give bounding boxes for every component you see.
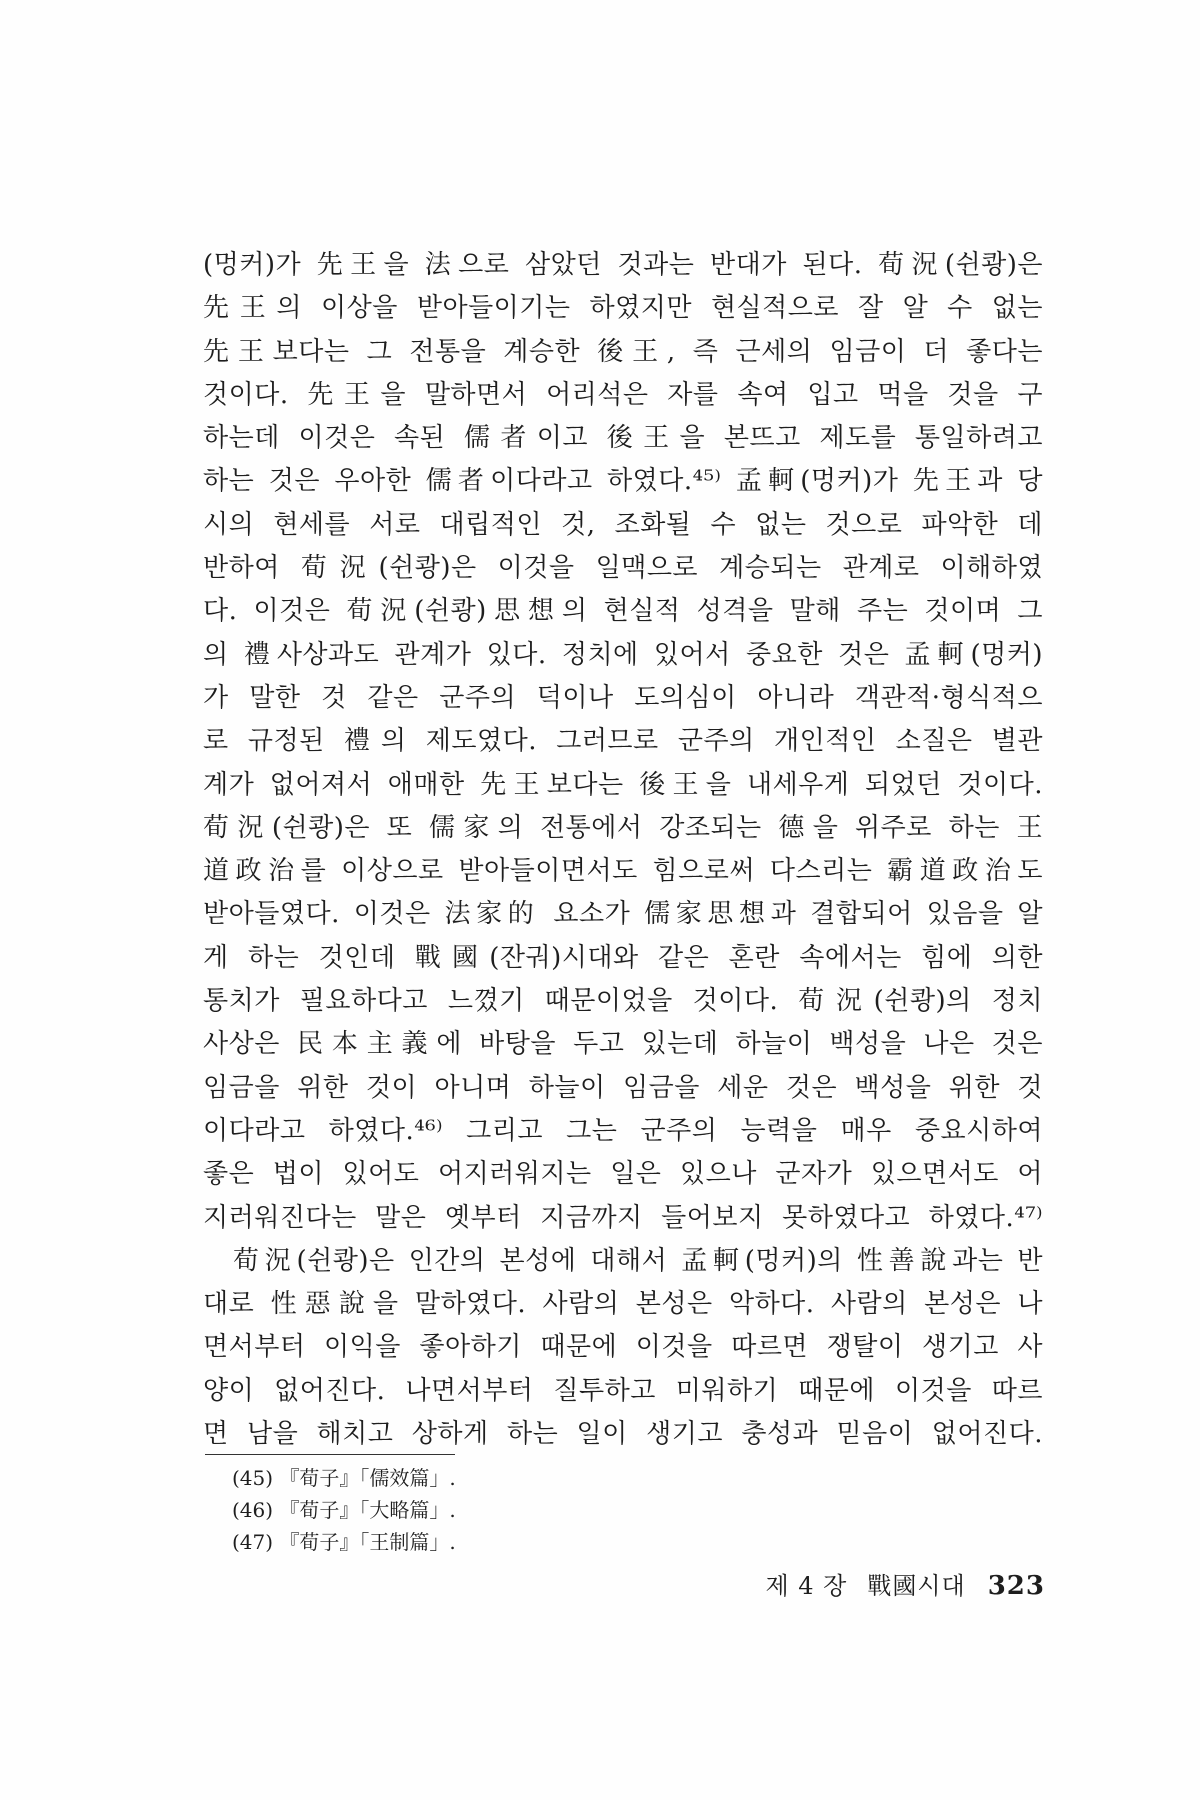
body-line: 하는데 이것은 속된 儒者이고 後王을 본뜨고 제도를 통일하려고	[203, 423, 1043, 454]
body-line: 좋은 법이 있어도 어지러워지는 일은 있으나 군자가 있으면서도 어	[203, 1159, 1043, 1190]
body-line: 지러워진다는 말은 옛부터 지금까지 들어보지 못하였다고 하였다.⁴⁷⁾	[203, 1202, 1043, 1233]
body-line: 荀況(쉰쾅)은 인간의 본성에 대해서 孟軻(멍커)의 性善說과는 반	[233, 1245, 1043, 1276]
footnote: (46) 『荀子』「大略篇」.	[232, 1498, 456, 1522]
body-line: 임금을 위한 것이 아니며 하늘이 임금을 세운 것은 백성을 위한 것	[203, 1072, 1043, 1103]
body-line: 반하여 荀況(쉰쾅)은 이것을 일맥으로 계승되는 관계로 이해하였	[203, 553, 1043, 584]
running-footer	[765, 1566, 1045, 1601]
body-line: 양이 없어진다. 나면서부터 질투하고 미워하기 때문에 이것을 따르	[203, 1375, 1043, 1406]
page-number: 323	[987, 1571, 1045, 1601]
body-line: 의 禮사상과도 관계가 있다. 정치에 있어서 중요한 것은 孟軻(멍커)	[203, 639, 1043, 670]
footnote-divider	[205, 1454, 455, 1455]
body-line: 로 규정된 禮의 제도였다. 그러므로 군주의 개인적인 소질은 별관	[203, 726, 1043, 757]
footnote: (47) 『荀子』「王制篇」.	[232, 1530, 456, 1554]
body-line: 道政治를 이상으로 받아들이면서도 힘으로써 다스리는 霸道政治도	[203, 856, 1043, 887]
body-line: 先王보다는 그 전통을 계승한 後王, 즉 근세의 임금이 더 좋다는	[203, 336, 1043, 367]
body-line: 다. 이것은 荀況(쉰쾅)思想의 현실적 성격을 말해 주는 것이며 그	[203, 596, 1043, 627]
body-line: 대로 性惡說을 말하였다. 사람의 본성은 악하다. 사람의 본성은 나	[203, 1289, 1043, 1320]
body-line: (멍커)가 先王을 法으로 삼았던 것과는 반대가 된다. 荀況(쉰쾅)은	[203, 250, 1043, 280]
body-line: 사상은 民本主義에 바탕을 두고 있는데 하늘이 백성을 나은 것은	[203, 1029, 1043, 1060]
body-line: 면 남을 해치고 상하게 하는 일이 생기고 충성과 믿음이 없어진다.	[203, 1419, 1043, 1450]
body-line: 이다라고 하였다.⁴⁶⁾ 그리고 그는 군주의 능력을 매우 중요시하여	[203, 1115, 1043, 1146]
body-line: 게 하는 것인데 戰國(잔궈)시대와 같은 혼란 속에서는 힘에 의한	[203, 942, 1043, 973]
body-line: 받아들였다. 이것은 法家的 요소가 儒家思想과 결합되어 있음을 알	[203, 899, 1043, 930]
body-line: 것이다. 先王을 말하면서 어리석은 자를 속여 입고 먹을 것을 구	[203, 379, 1043, 410]
body-line: 가 말한 것 같은 군주의 덕이나 도의심이 아니라 객관적·형식적으	[203, 682, 1043, 713]
footer-section: 戰國시대	[867, 1572, 966, 1600]
footer-chapter: 제 4 장	[765, 1572, 848, 1600]
body-line: 면서부터 이익을 좋아하기 때문에 이것을 따르면 쟁탈이 생기고 사	[203, 1332, 1043, 1363]
body-line: 하는 것은 우아한 儒者이다라고 하였다.⁴⁵⁾ 孟軻(멍커)가 先王과 당	[203, 466, 1043, 497]
body-line: 계가 없어져서 애매한 先王보다는 後王을 내세우게 되었던 것이다.	[203, 769, 1043, 800]
body-line: 시의 현세를 서로 대립적인 것, 조화될 수 없는 것으로 파악한 데	[203, 509, 1043, 540]
footnotes	[232, 1462, 832, 1558]
body-line: 통치가 필요하다고 느꼈기 때문이었을 것이다. 荀況(쉰쾅)의 정치	[203, 986, 1043, 1017]
body-line: 荀況(쉰쾅)은 또 儒家의 전통에서 강조되는 德을 위주로 하는 王	[203, 812, 1043, 843]
body-text	[203, 244, 1043, 1456]
body-line: 先王의 이상을 받아들이기는 하였지만 현실적으로 잘 알 수 없는	[203, 293, 1043, 324]
footnote: (45) 『荀子』「儒效篇」.	[232, 1466, 456, 1490]
